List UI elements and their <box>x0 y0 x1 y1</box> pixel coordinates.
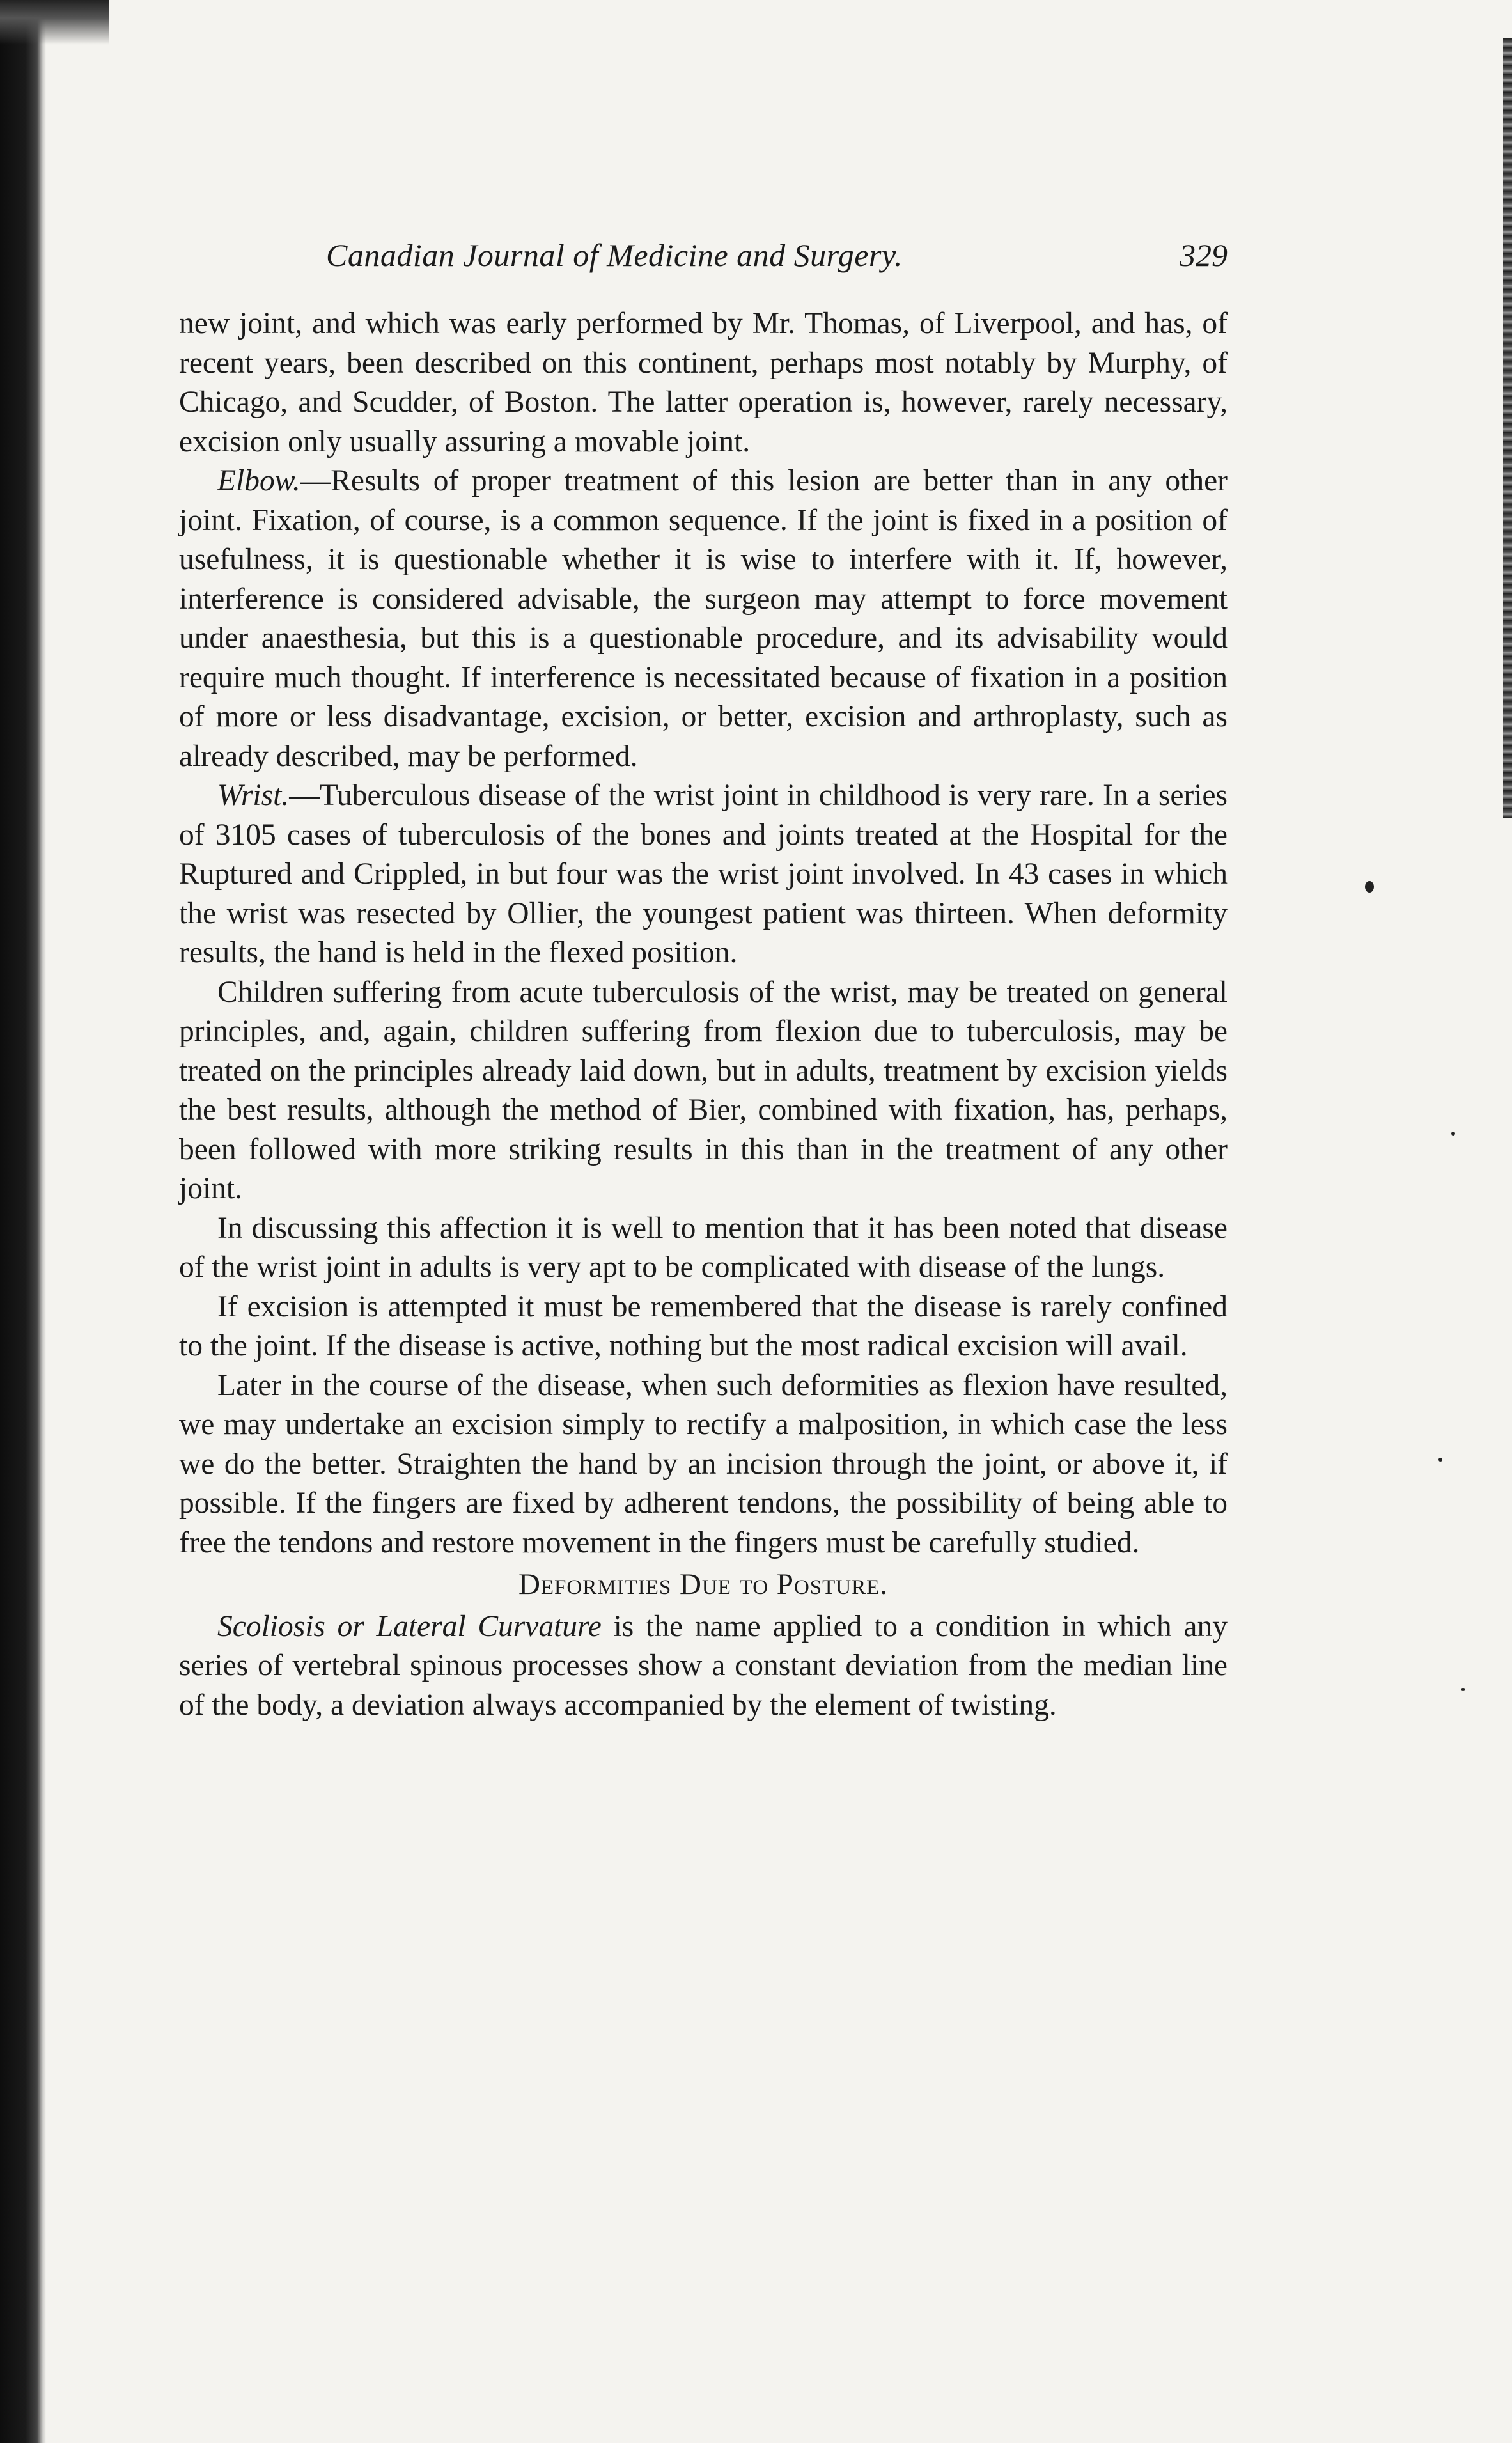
document-page <box>179 237 1228 1725</box>
paragraph-text: Later in the course of the disease, when such deformities as flexion have resulted, we may undertake an excision simply to rectify a malposition, in which case the less we do the better. Straighten the hand by an incision through the joint, or above it, if possible. If the fingers are fixed by adherent tendons, the possibility of being able to free the tendons and restore movement in the fingers must be carefully studied. <box>179 1368 1228 1559</box>
page-number: 329 <box>1180 237 1228 273</box>
paragraph-elbow <box>179 462 1228 776</box>
page-edge <box>1503 38 1512 818</box>
paragraph-scoliosis <box>179 1607 1228 1726</box>
paragraph-text: is the name applied to a condition in which any series of vertebral spinous processes show a constant deviation from the median line of the body, a deviation always accompanied by the element of twisting. <box>179 1609 1228 1722</box>
section-heading: Deformities Due to Posture. <box>518 1568 889 1601</box>
paragraph-text: —Results of proper treatment of this lesion are better than in any other joint. Fixation, of course, is a common sequence. If the joint is fixed in a position of usefulness, it is questionable whether it is wise to interfere with it. If, however, interference is considered advisable, the surgeon may attempt to force movement under anaesthesia, but this is a questionable procedure, and its advisability would require much thought. If interference is necessitated because of fixation in a position of more or less disadvantage, excision, or better, excision and arthroplasty, such as already described, may be performed. <box>179 464 1228 773</box>
paragraph <box>179 1366 1228 1563</box>
body-text <box>179 304 1228 1725</box>
paragraph-text: In discussing this affection it is well to mention that it has been noted that disease of the wrist joint in adults is very apt to be complicated with disease of the lungs. <box>179 1211 1228 1284</box>
paragraph-text: new joint, and which was early performed by Mr. Thomas, of Liverpool, and has, of recent years, been described on this continent, perhaps most notably by Murphy, of Chicago, and Scudder, of Boston. The latter operation is, however, rarely necessary, excision only usually assuring a movable joint. <box>179 307 1228 458</box>
paragraph-lead: Scoliosis or Lateral Curvature <box>217 1609 602 1643</box>
binding-shadow <box>0 0 46 2443</box>
corner-shadow <box>0 0 109 45</box>
ink-speck <box>1451 1132 1455 1136</box>
paragraph-text: Children suffering from acute tuberculosis of the wrist, may be treated on general principles, and, again, children suffering from flexion due to tuberculosis, may be treated on the principles already laid down, but in adults, treatment by excision yields the best results, although the method of Bier, combined with fixation, has, perhaps, been followed with more striking results in this than in the treatment of any other joint. <box>179 975 1228 1205</box>
journal-title: Canadian Journal of Medicine and Surgery. <box>326 237 903 273</box>
paragraph-lead: Elbow. <box>217 464 300 497</box>
paragraph-text: —Tuberculous disease of the wrist joint in childhood is very rare. In a series of 3105 cases of tuberculosis of the bones and joints treated at the Hospital for the Ruptured and Crippled, in but four was the wrist joint involved. In 43 cases in which the wrist was resected by Ollier, the youngest patient was thirteen. When deformity results, the hand is held in the flexed position. <box>179 779 1228 969</box>
paragraph-text: If excision is attempted it must be remembered that the disease is rarely confined to the joint. If the disease is active, nothing but the most radical excision will avail. <box>179 1290 1228 1362</box>
paragraph-lead: Wrist. <box>217 779 290 812</box>
paragraph <box>179 1209 1228 1288</box>
paragraph-wrist <box>179 776 1228 973</box>
ink-speck <box>1461 1688 1465 1691</box>
ink-speck <box>1365 881 1374 893</box>
paragraph <box>179 304 1228 462</box>
ink-speck <box>1438 1458 1442 1462</box>
paragraph <box>179 973 1228 1209</box>
paragraph <box>179 1288 1228 1366</box>
running-header <box>179 237 1228 288</box>
